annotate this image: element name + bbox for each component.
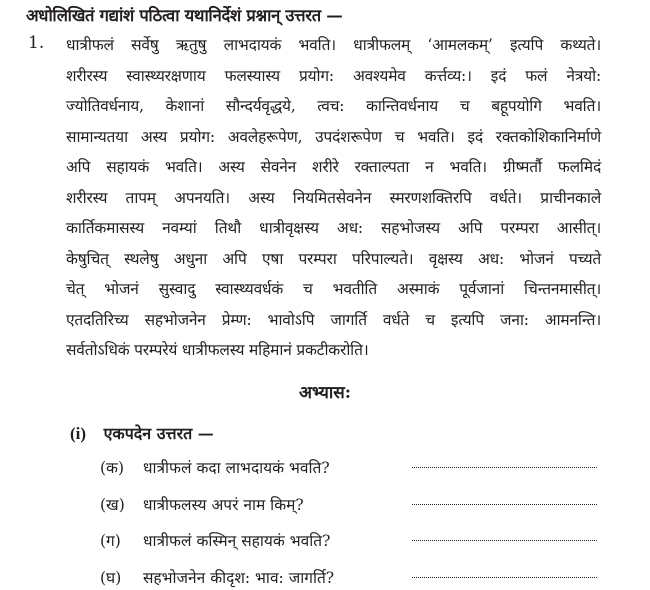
question-label: (ग) xyxy=(100,532,121,550)
question-label: (ख) xyxy=(100,496,125,514)
answer-blank[interactable] xyxy=(412,540,597,541)
passage-line: केषुचित् स्थलेषु अधुना अपि एषा परम्परा परिपाल्यते। वृक्षस्य अध: भोजनं पच्यते xyxy=(66,249,601,268)
passage-line: चेत् भोजनं सुस्वादु स्वास्थ्यवर्धकं च भवतीति अस्माकं पूर्वजानां चिन्तनमासीत्। xyxy=(66,280,601,298)
exercise-title-text: अभ्यास: xyxy=(298,383,352,403)
answer-blank[interactable] xyxy=(412,467,597,468)
exercise-section-heading xyxy=(70,422,214,444)
passage-line: सर्वतोऽधिकं परम्परेयं धात्रीफलस्य महिमानं प्रकटीकरोति। xyxy=(66,341,369,359)
question-item xyxy=(100,493,304,517)
passage xyxy=(66,30,601,366)
passage-line: ज्योतिवर्धनाय, केशानां सौन्दर्यवृद्धये, त्वच: कान्तिवर्धनाय च बहूपयोगि भवति। xyxy=(66,97,601,115)
question-item xyxy=(100,529,330,553)
question-label: (घ) xyxy=(100,569,122,587)
section-heading-text: एकपदेन उत्तरत — xyxy=(103,424,214,443)
passage-line: अपि सहायकं भवति। अस्य सेवनेन शरीरे रक्ताल्पता न भवति। ग्रीष्मर्तौ फलमिदं xyxy=(66,158,601,176)
passage-line: शरीरस्य स्वास्थ्यरक्षणाय फलस्यास्य प्रयोग: अवश्यमेव कर्त्तव्य:। इदं फलं नेत्रयो: xyxy=(66,66,601,85)
answer-blank[interactable] xyxy=(412,504,597,505)
passage-line: सामान्यतया अस्य प्रयोग: अवलेहरूपेण, उपदंशरूपेण च भवति। इदं रक्तकोशिकानिर्माणे xyxy=(66,127,601,146)
passage-line: धात्रीफलं सर्वेषु ऋतुषु लाभदायकं भवति। धात्रीफलम् ‘आमलकम्’ इत्यपि कथ्यते। xyxy=(66,36,601,54)
exercise-title xyxy=(0,380,650,403)
section-number: (i) xyxy=(70,424,87,443)
question-item xyxy=(100,456,330,480)
passage-line: शरीरस्य तापम् अपनयति। अस्य नियमितसेवनेन स्मरणशक्तिरपि वर्धते। प्राचीनकाले xyxy=(66,188,601,207)
question-item xyxy=(100,566,334,590)
question-number: 1. xyxy=(28,33,45,53)
question-text: धात्रीफलं कदा लाभदायकं भवति? xyxy=(142,459,330,477)
answer-blank[interactable] xyxy=(412,577,597,578)
question-text: सहभोजनेन कीदृश: भाव: जागर्ति? xyxy=(142,569,335,587)
question-text: धात्रीफलं कस्मिन् सहायकं भवति? xyxy=(142,532,331,550)
question-text: धात्रीफलस्य अपरं नाम किम्? xyxy=(142,496,304,514)
question-label: (क) xyxy=(100,459,124,477)
instruction-heading: अधोलिखितं गद्यांशं पठित्वा यथानिर्देशं प्रश्नान् उत्तरत — xyxy=(26,6,343,25)
passage-line: कार्तिकमासस्य नवम्यां तिथौ धात्रीवृक्षस्य अध: सहभोजस्य अपि परम्परा आसीत्। xyxy=(66,219,601,237)
passage-line: एतदतिरिच्य सहभोजनेन प्रेम्ण: भावोऽपि जागर्ति वर्धते च इत्यपि जना: आमनन्ति। xyxy=(66,310,601,329)
